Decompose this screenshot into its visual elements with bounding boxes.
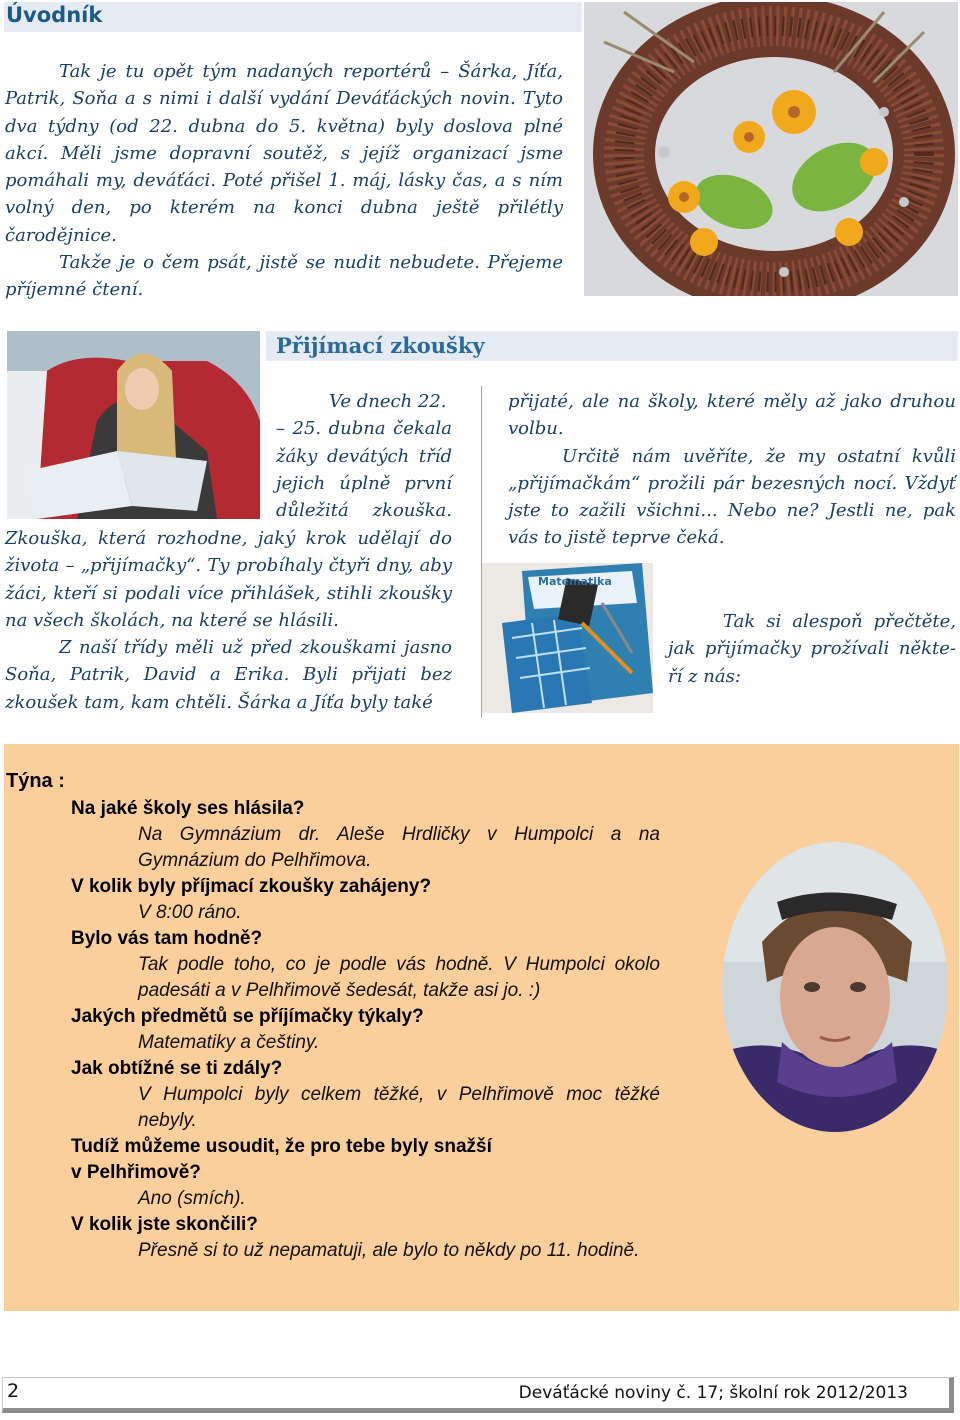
question-2: V kolik byly příjmací zkoušky zahájeny?: [71, 876, 432, 897]
article-right-text: [508, 388, 956, 552]
question-5: Jak obtížné se ti zdály?: [71, 1058, 283, 1079]
article-left-wrap: [276, 388, 452, 524]
question-3: Bylo vás tam hodně?: [71, 928, 263, 949]
wrap-line-4: jejich úplně první: [276, 472, 452, 494]
intro-paragraph-1: Tak je tu opět tým nadaných reportérů – Šárka, Jíťa, Patrik, Soňa a s nimi i další vydání Deváťáckých novin. Tyto dva týdny (od 22. dubna do 5. května) byly doslova plné akcí. Měli jsme dopravní soutěž, s jejíž organizací jsme pomáhali my, deváťáci. Poté přišel 1. máj, lásky čas, a s ním volný den, po kterém na konci dubna ještě přilétly čarodějnice.: [5, 61, 563, 246]
article-right-p3: [668, 608, 956, 690]
article-heading: Přijímací zkoušky: [276, 333, 485, 358]
answer-7: Přesně si to už nepamatuji, ale bylo to někdy po 11. hodině.: [138, 1240, 640, 1261]
question-7: V kolik jste skončili?: [71, 1214, 258, 1235]
page-number: 2: [7, 1380, 20, 1402]
math-book-photo: [482, 563, 653, 713]
answer-5: V Humpolci byly celkem těžké, v Pelhřimově moc těžké nebyly.: [138, 1084, 660, 1131]
tyna-portrait-photo: [722, 842, 948, 1132]
answer-3: Tak podle toho, co je podle vás hodně. V Humpolci okolo padesáti a v Pelhřimově šedesát, takže asi jo. :): [138, 954, 660, 1001]
article-left-continuation: Zkouška, která rozhodne, jaký krok udělají do života – „přijímačky“. Ty probíhaly čtyři dny, aby žáci, kteří si podali více přihlášek, stihli zkoušky na všech školách, na které se hlásili.: [5, 528, 452, 631]
interview-qa: [6, 796, 746, 1264]
answer-2: V 8:00 ráno.: [138, 902, 242, 923]
wrap-line-2: – 25. dubna čekala: [276, 418, 452, 440]
p3-line-2: jak přijímačky prožívali někte-: [668, 638, 956, 660]
question-6: Tudíž můžeme usoudit, že pro tebe byly snažší v Pelhřimově?: [71, 1136, 492, 1183]
article-right-paragraph-1: přijaté, ale na školy, které měly až jako druhou volbu.: [508, 391, 956, 440]
answer-6: Ano (smích).: [138, 1188, 246, 1209]
footer-title: Deváťácké noviny č. 17; školní rok 2012/2013: [518, 1383, 908, 1403]
article-left-text: [5, 525, 452, 716]
question-4: Jakých předmětů se příjímačky týkaly?: [71, 1006, 424, 1027]
intro-paragraph-2: Takže je o čem psát, jistě se nudit nebudete. Přejeme příjemné čtení.: [5, 252, 563, 301]
wrap-line-5: důležitá zkouška.: [276, 500, 452, 522]
intro-text: [5, 58, 563, 304]
girl-reading-photo: [7, 331, 260, 519]
intro-heading: Úvodník: [6, 3, 103, 27]
wrap-line-3: žáky devátých tříd: [276, 445, 452, 467]
wrap-line-1: Ve dnech 22.: [329, 391, 447, 412]
wreath-photo: [584, 2, 958, 296]
article-right-paragraph-2: Určitě nám uvěříte, že my ostatní kvůli „přijímačkám“ prožili pár bezesných nocí. Vždyť jste to zažili všichni... Nebo ne? Jestli ne, pak vás to jistě teprve čeká.: [508, 445, 956, 549]
question-1: Na jaké školy ses hlásila?: [71, 798, 305, 819]
answer-4: Matematiky a češtiny.: [138, 1032, 320, 1053]
p3-line-1: Tak si alespoň přečtěte,: [723, 611, 956, 632]
article-left-paragraph-2: Z naší třídy měli už před zkouškami jasno Soňa, Patrik, David a Erika. Byli přijati bez zkoušek tam, kam chtěli. Šárka a Jíťa byly také: [5, 637, 452, 713]
book-cover-text: Matematika: [538, 575, 612, 588]
interview-name: Týna :: [6, 770, 65, 792]
answer-1: Na Gymnázium dr. Aleše Hrdličky v Humpolci a na Gymnázium do Pelhřimova.: [138, 824, 660, 871]
p3-line-3: ří z nás:: [668, 665, 741, 687]
